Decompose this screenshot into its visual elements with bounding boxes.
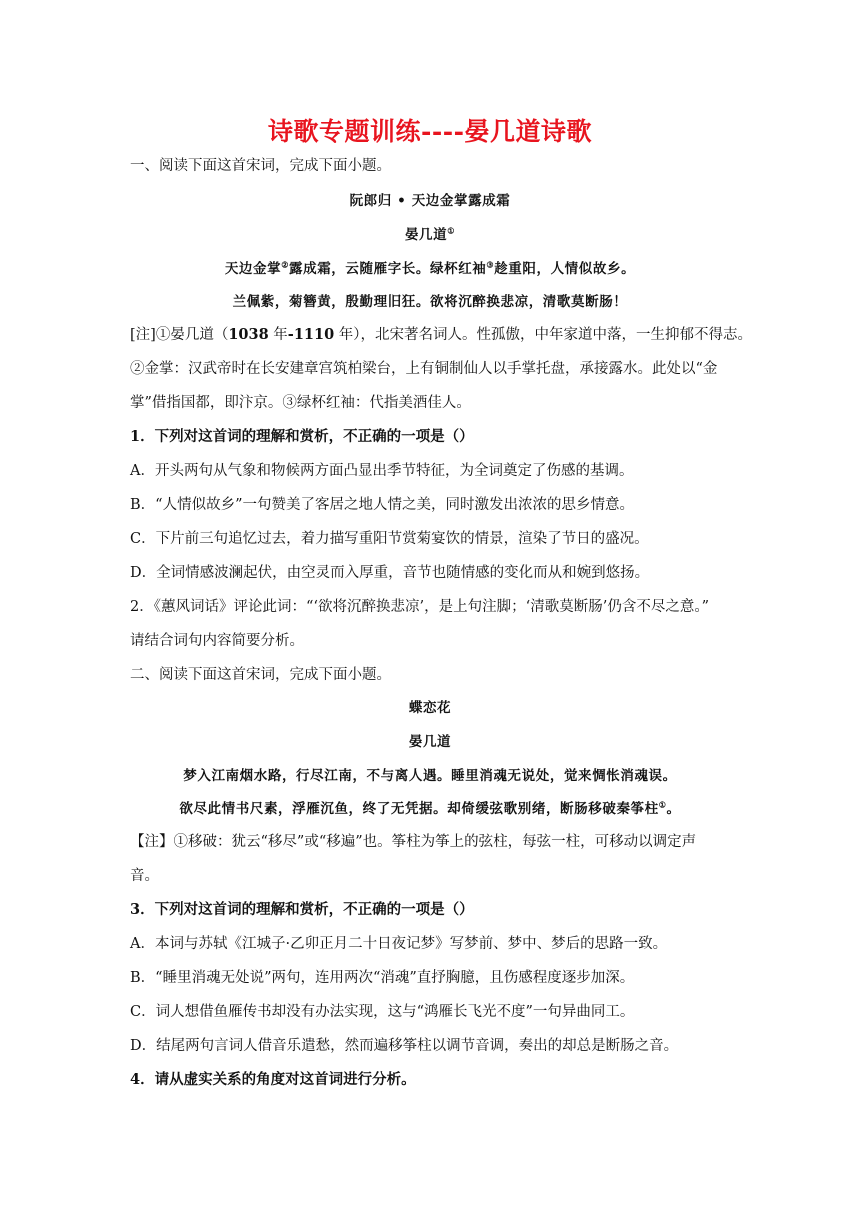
poem-text: 趁重阳，人情似故乡。 — [494, 261, 636, 277]
question-1-option-a: A．开头两句从气象和物候两方面凸显出季节特征，为全词奠定了伤感的基调。 — [130, 463, 634, 479]
note-year: 1038 — [228, 326, 269, 343]
poem-2-note-line-1: 【注】①移破：犹云“移尽”或“移遍”也。筝柱为筝上的弦柱，每弦一柱，可移动以调定声 — [130, 834, 697, 850]
section-2-heading: 二、阅读下面这首宋词，完成下面小题。 — [130, 667, 391, 683]
poem-1-note-line-2: ②金掌：汉武帝时在长安建章宫筑柏梁台，上有铜制仙人以手掌托盘，承接露水。此处以“金 — [130, 361, 718, 377]
poem-2-line-1: 梦入江南烟水路，行尽江南，不与离人遇。睡里消魂无说处，觉来惆怅消魂误。 — [183, 768, 677, 784]
question-3-option-d: D．结尾两句言词人借音乐遣愁，然而遍移筝柱以调节音调，奏出的却总是断肠之音。 — [130, 1038, 679, 1054]
note-text: [注]①晏几道（ — [130, 327, 229, 343]
footnote-marker: ① — [658, 799, 667, 810]
document-title: 诗歌专题训练----晏几道诗歌 — [267, 117, 592, 146]
poem-text: 。 — [666, 801, 681, 817]
poem-2-title: 蝶恋花 — [408, 700, 452, 716]
poem-text: 天边金掌 — [224, 261, 282, 277]
poem-text: 欲尽此情书尺素，浮雁沉鱼，终了无凭据。却倚缓弦歌别绪，断肠移破秦筝柱 — [179, 801, 659, 817]
section-1-heading: 一、阅读下面这首宋词，完成下面小题。 — [130, 158, 391, 174]
note-text: 年），北宋著名词人。性孤傲，中年家道中落，一生抑郁不得志。 — [334, 327, 753, 343]
poem-1-title: 阮郎归 • 天边金掌露成霜 — [349, 193, 511, 209]
question-3-option-b: B．“睡里消魂无处说”两句，连用两次“消魂”直抒胸臆，且伤感程度逐步加深。 — [130, 970, 635, 986]
note-text: 年 — [268, 327, 288, 343]
question-4: 4．请从虚实关系的角度对这首词进行分析。 — [130, 1071, 416, 1088]
footnote-marker: ③ — [486, 259, 495, 270]
question-1-option-b: B．“人情似故乡”一句赞美了客居之地人情之美，同时激发出浓浓的思乡情意。 — [130, 497, 634, 513]
question-2-line-1: 2．《蕙风词话》评论此词：“‘欲将沉醉换悲凉’，是上句注脚；‘清歌莫断肠’仍含不尽之意。” — [130, 599, 709, 615]
poem-1-note-line-1 — [130, 324, 753, 346]
poem-text: 露成霜，云随雁字长。绿杯红袖 — [289, 261, 487, 277]
poem-1-author — [0, 224, 860, 246]
poem-1-line-1 — [0, 258, 860, 280]
poem-1-note-line-3: 掌”借指国都，即汴京。③绿杯红袖：代指美酒佳人。 — [130, 395, 471, 411]
poem-1-author-name: 晏几道 — [404, 227, 448, 243]
question-3-option-c: C．词人想借鱼雁传书却没有办法实现，这与“鸿雁长飞光不度”一句异曲同工。 — [130, 1004, 635, 1020]
question-2-line-2: 请结合词句内容简要分析。 — [130, 633, 304, 649]
question-1-option-d: D．全词情感波澜起伏，由空灵而入厚重，音节也随情感的变化而从和婉到悠扬。 — [130, 565, 650, 581]
poem-2-line-2 — [0, 798, 860, 820]
poem-1-line-2: 兰佩紫，菊簪黄，殷勤理旧狂。欲将沉醉换悲凉，清歌莫断肠！ — [232, 294, 628, 310]
footnote-marker: ② — [281, 259, 289, 270]
question-1: 1．下列对这首词的理解和赏析，不正确的一项是（） — [130, 428, 474, 445]
footnote-marker: ① — [447, 225, 456, 236]
question-1-option-c: C．下片前三句追忆过去，着力描写重阳节赏菊宴饮的情景，渲染了节日的盛况。 — [130, 531, 649, 547]
question-3: 3．下列对这首词的理解和赏析，不正确的一项是（） — [130, 901, 474, 918]
poem-2-author: 晏几道 — [408, 734, 452, 750]
question-3-option-a: A．本词与苏轼《江城子·乙卯正月二十日夜记梦》写梦前、梦中、梦后的思路一致。 — [130, 936, 668, 952]
note-year: -1110 — [287, 326, 335, 343]
poem-2-note-line-2: 音。 — [130, 868, 159, 884]
